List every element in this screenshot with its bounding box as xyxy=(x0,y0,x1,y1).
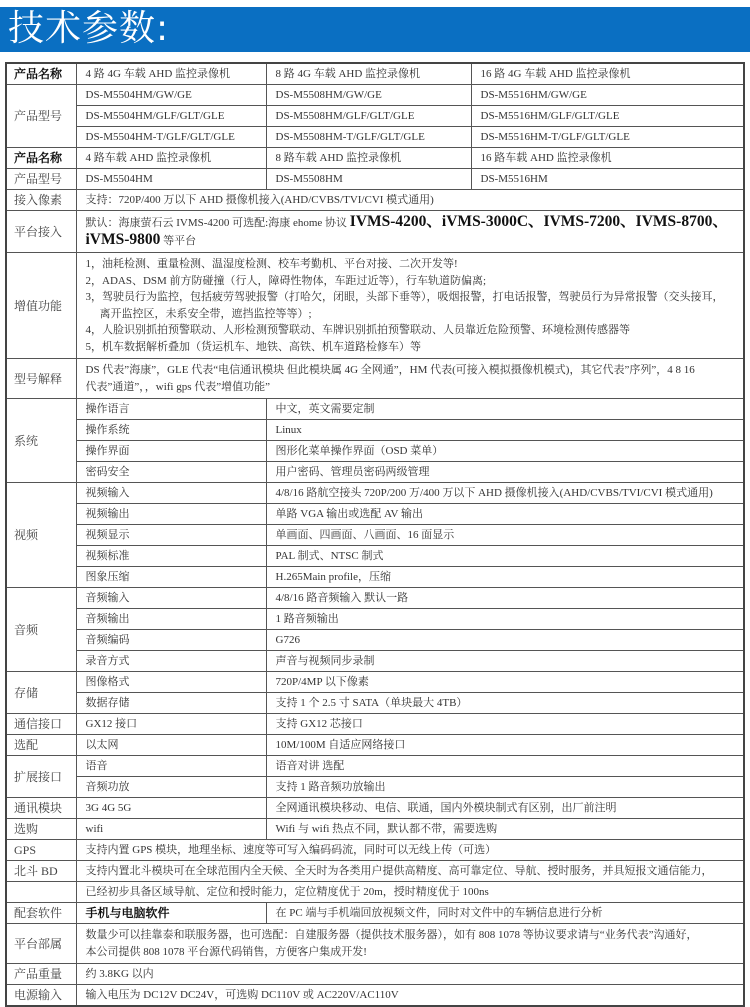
spec-row xyxy=(6,359,744,399)
value-line: 本公司提供 808 1078 平台源代码销售，方便客户集成开发! xyxy=(85,945,367,958)
value-line: 5，机车数据解析叠加（货运机车、地铁、高铁、机车道路检修车）等 xyxy=(85,340,421,353)
spec-value: 声音与视频同步录制 xyxy=(266,651,744,672)
row-label: GPS xyxy=(6,840,76,861)
spec-value: 密码安全 xyxy=(76,462,266,483)
row-label: 平台接入 xyxy=(6,211,76,253)
row-label: 产品名称 xyxy=(6,63,76,85)
spec-value: DS-M5508HM/GLF/GLT/GLE xyxy=(266,106,471,127)
spec-value: Linux xyxy=(266,420,744,441)
spec-value: 视频显示 xyxy=(76,525,266,546)
spec-row xyxy=(6,714,744,735)
spec-row xyxy=(6,211,744,253)
spec-value: 4/8/16 路音频输入 默认一路 xyxy=(266,588,744,609)
row-label: 音频 xyxy=(6,588,76,672)
spec-value: 支持 GX12 芯接口 xyxy=(266,714,744,735)
spec-row xyxy=(6,567,744,588)
spec-row xyxy=(6,525,744,546)
spec-value: 视频输入 xyxy=(76,483,266,504)
spec-value: 1 路音频输出 xyxy=(266,609,744,630)
spec-value: 约 3.8KG 以内 xyxy=(76,964,744,985)
page-title: 技术参数: xyxy=(8,8,170,49)
spec-value: 用户密码、管理员密码两级管理 xyxy=(266,462,744,483)
spec-value: wifi xyxy=(76,819,266,840)
row-label: 通讯模块 xyxy=(6,798,76,819)
spec-value: 语音对讲 选配 xyxy=(266,756,744,777)
title-banner xyxy=(0,7,750,52)
spec-value: 中文，英文需要定制 xyxy=(266,399,744,420)
row-label: 通信接口 xyxy=(6,714,76,735)
row-label: 产品重量 xyxy=(6,964,76,985)
row-label: 扩展接口 xyxy=(6,756,76,798)
spec-row xyxy=(6,819,744,840)
spec-value xyxy=(76,253,744,359)
spec-value: 8 路 4G 车载 AHD 监控录像机 xyxy=(266,63,471,85)
spec-value: 4 路 4G 车载 AHD 监控录像机 xyxy=(76,63,266,85)
spec-row xyxy=(6,672,744,693)
row-label: 接入像素 xyxy=(6,190,76,211)
spec-value: 8 路车载 AHD 监控录像机 xyxy=(266,148,471,169)
spec-row xyxy=(6,964,744,985)
row-label: 增值功能 xyxy=(6,253,76,359)
spec-value: G726 xyxy=(266,630,744,651)
row-label: 北斗 BD xyxy=(6,861,76,882)
spec-row xyxy=(6,903,744,924)
spec-row xyxy=(6,169,744,190)
spec-value: 语音 xyxy=(76,756,266,777)
spec-row xyxy=(6,63,744,85)
spec-row xyxy=(6,756,744,777)
spec-value: GX12 接口 xyxy=(76,714,266,735)
row-label: 产品名称 xyxy=(6,148,76,169)
value-line: 3，驾驶员行为监控，包括疲劳驾驶报警（打哈欠，闭眼，头部下垂等），吸烟报警，打电话报警，驾驶员行为异常报警（交头接耳， xyxy=(85,291,724,303)
spec-row xyxy=(6,399,744,420)
row-label: 选配 xyxy=(6,735,76,756)
spec-value: DS-M5516HM xyxy=(471,169,744,190)
spec-value: DS-M5504HM-T/GLF/GLT/GLE xyxy=(76,127,266,148)
spec-value xyxy=(76,211,744,253)
value-line: 离开监控区，未系安全带，遮挡监控等等）; xyxy=(99,307,312,320)
spec-value: 视频标准 xyxy=(76,546,266,567)
spec-value: 720P/4MP 以下像素 xyxy=(266,672,744,693)
spec-value: 10M/100M 自适应网络接口 xyxy=(266,735,744,756)
spec-value: 数据存储 xyxy=(76,693,266,714)
spec-value: 16 路车载 AHD 监控录像机 xyxy=(471,148,744,169)
spec-row xyxy=(6,462,744,483)
row-label: 视频 xyxy=(6,483,76,588)
spec-row xyxy=(6,693,744,714)
spec-value: DS-M5504HM xyxy=(76,169,266,190)
spec-value: 操作系统 xyxy=(76,420,266,441)
spec-value xyxy=(76,924,744,964)
spec-row xyxy=(6,924,744,964)
spec-value: 支持 1 路音频功放输出 xyxy=(266,777,744,798)
spec-value: 音频编码 xyxy=(76,630,266,651)
spec-value: 手机与电脑软件 xyxy=(76,903,266,924)
spec-row xyxy=(6,798,744,819)
spec-value: 16 路 4G 车载 AHD 监控录像机 xyxy=(471,63,744,85)
spec-row xyxy=(6,861,744,882)
spec-value: 视频输出 xyxy=(76,504,266,525)
spec-value: 支持内置 GPS 模块，地理坐标、速度等可写入编码码流，同时可以无线上传（可选） xyxy=(76,840,744,861)
row-label xyxy=(6,882,76,903)
spec-value: Wifi 与 wifi 热点不同，默认都不带，需要选购 xyxy=(266,819,744,840)
spec-value: 操作语言 xyxy=(76,399,266,420)
value-line: 代表”通道”，，wifi gps 代表”增值功能” xyxy=(85,380,271,393)
spec-value: 单路 VGA 输出或选配 AV 输出 xyxy=(266,504,744,525)
spec-value: 支持 1 个 2.5 寸 SATA（单块最大 4TB） xyxy=(266,693,744,714)
spec-row xyxy=(6,504,744,525)
row-label: 产品型号 xyxy=(6,169,76,190)
spec-row xyxy=(6,609,744,630)
spec-value: 操作界面 xyxy=(76,441,266,462)
spec-row xyxy=(6,420,744,441)
spec-row xyxy=(6,85,744,106)
spec-value: 以太网 xyxy=(76,735,266,756)
spec-value: 全网通讯模块移动、电信、联通，国内外模块制式有区别，出厂前注明 xyxy=(266,798,744,819)
row-label: 选购 xyxy=(6,819,76,840)
value-part: IVMS-4200、iVMS-3000C、IVMS-7200、IVMS-8700、iVMS-9800 xyxy=(85,213,728,248)
spec-row xyxy=(6,985,744,1007)
spec-row xyxy=(6,777,744,798)
spec-value: 输入电压为 DC12V DC24V，可选购 DC110V 或 AC220V/AC110V xyxy=(76,985,744,1007)
spec-value: DS-M5516HM-T/GLF/GLT/GLE xyxy=(471,127,744,148)
value-line: 1，油耗检测、重量检测、温湿度检测、校车考勤机、平台对接、二次开发等! xyxy=(85,258,458,270)
row-label: 产品型号 xyxy=(6,85,76,148)
spec-row xyxy=(6,588,744,609)
spec-row xyxy=(6,441,744,462)
spec-row xyxy=(6,630,744,651)
spec-row xyxy=(6,253,744,359)
spec-row xyxy=(6,840,744,861)
value-line: DS 代表”海康”，GLE 代表“电信通讯模块 但此模块属 4G 全网通”，HM 代表(可接入模拟摄像机模式)，其它代表”序列”，4 8 16 xyxy=(85,364,695,376)
spec-row xyxy=(6,190,744,211)
spec-value: 3G 4G 5G xyxy=(76,798,266,819)
row-label: 型号解释 xyxy=(6,359,76,399)
spec-value: 图形化菜单操作界面（OSD 菜单） xyxy=(266,441,744,462)
spec-value: H.265Main profile，压缩 xyxy=(266,567,744,588)
spec-value: DS-M5504HM/GW/GE xyxy=(76,85,266,106)
spec-value: 单画面、四画面、八画面、16 面显示 xyxy=(266,525,744,546)
row-label: 存储 xyxy=(6,672,76,714)
spec-value: 录音方式 xyxy=(76,651,266,672)
spec-value: 图像格式 xyxy=(76,672,266,693)
spec-table xyxy=(5,62,745,1007)
value-part: 等平台 xyxy=(160,234,197,247)
spec-value: 音频输入 xyxy=(76,588,266,609)
spec-row xyxy=(6,148,744,169)
spec-row xyxy=(6,483,744,504)
spec-value: 音频功放 xyxy=(76,777,266,798)
spec-row xyxy=(6,882,744,903)
spec-value: DS-M5508HM/GW/GE xyxy=(266,85,471,106)
spec-value: DS-M5508HM xyxy=(266,169,471,190)
spec-value: 已经初步具备区域导航、定位和授时能力，定位精度优于 20m，授时精度优于 100ns xyxy=(76,882,744,903)
spec-value: PAL 制式、NTSC 制式 xyxy=(266,546,744,567)
spec-value: DS-M5516HM/GLF/GLT/GLE xyxy=(471,106,744,127)
value-line: 2，ADAS、DSM 前方防碰撞（行人，障碍性物体，车距过近等），行车轨道防偏离; xyxy=(85,274,487,287)
row-label: 平台部属 xyxy=(6,924,76,964)
spec-value: DS-M5516HM/GW/GE xyxy=(471,85,744,106)
spec-value: 图象压缩 xyxy=(76,567,266,588)
spec-value: 支持：720P/400 万以下 AHD 摄像机接入(AHD/CVBS/TVI/CVI 模式通用) xyxy=(76,190,744,211)
spec-row xyxy=(6,735,744,756)
spec-value xyxy=(76,359,744,399)
row-label: 系统 xyxy=(6,399,76,483)
value-line: 4，人脸识别抓拍预警联动、人形检测预警联动、车牌识别抓拍预警联动、人员靠近危险预警、环境检测传感器等 xyxy=(85,324,630,336)
spec-value: 支持内置北斗模块可在全球范围内全天候、全天时为各类用户提供高精度、高可靠定位、导航、授时服务，并具短报文通信能力， xyxy=(76,861,744,882)
spec-value: DS-M5504HM/GLF/GLT/GLE xyxy=(76,106,266,127)
spec-value: 4/8/16 路航空接头 720P/200 万/400 万以下 AHD 摄像机接入(AHD/CVBS/TVI/CVI 模式通用) xyxy=(266,483,744,504)
spec-value: 4 路车载 AHD 监控录像机 xyxy=(76,148,266,169)
spec-row xyxy=(6,106,744,127)
spec-value: DS-M5508HM-T/GLF/GLT/GLE xyxy=(266,127,471,148)
row-label: 电源输入 xyxy=(6,985,76,1007)
spec-value: 在 PC 端与手机端回放视频文件，同时对文件中的车辆信息进行分析 xyxy=(266,903,744,924)
spec-row xyxy=(6,546,744,567)
value-part: 默认：海康萤石云 IVMS-4200 可选配:海康 ehome 协议 xyxy=(85,217,350,229)
spec-value: 音频输出 xyxy=(76,609,266,630)
row-label: 配套软件 xyxy=(6,903,76,924)
value-line: 数量少可以挂靠泰和联服务器，也可选配：自建服务器（提供技术服务器），如有 808 1078 等协议要求请与“业务代表”沟通好， xyxy=(85,929,698,941)
spec-row xyxy=(6,127,744,148)
spec-row xyxy=(6,651,744,672)
